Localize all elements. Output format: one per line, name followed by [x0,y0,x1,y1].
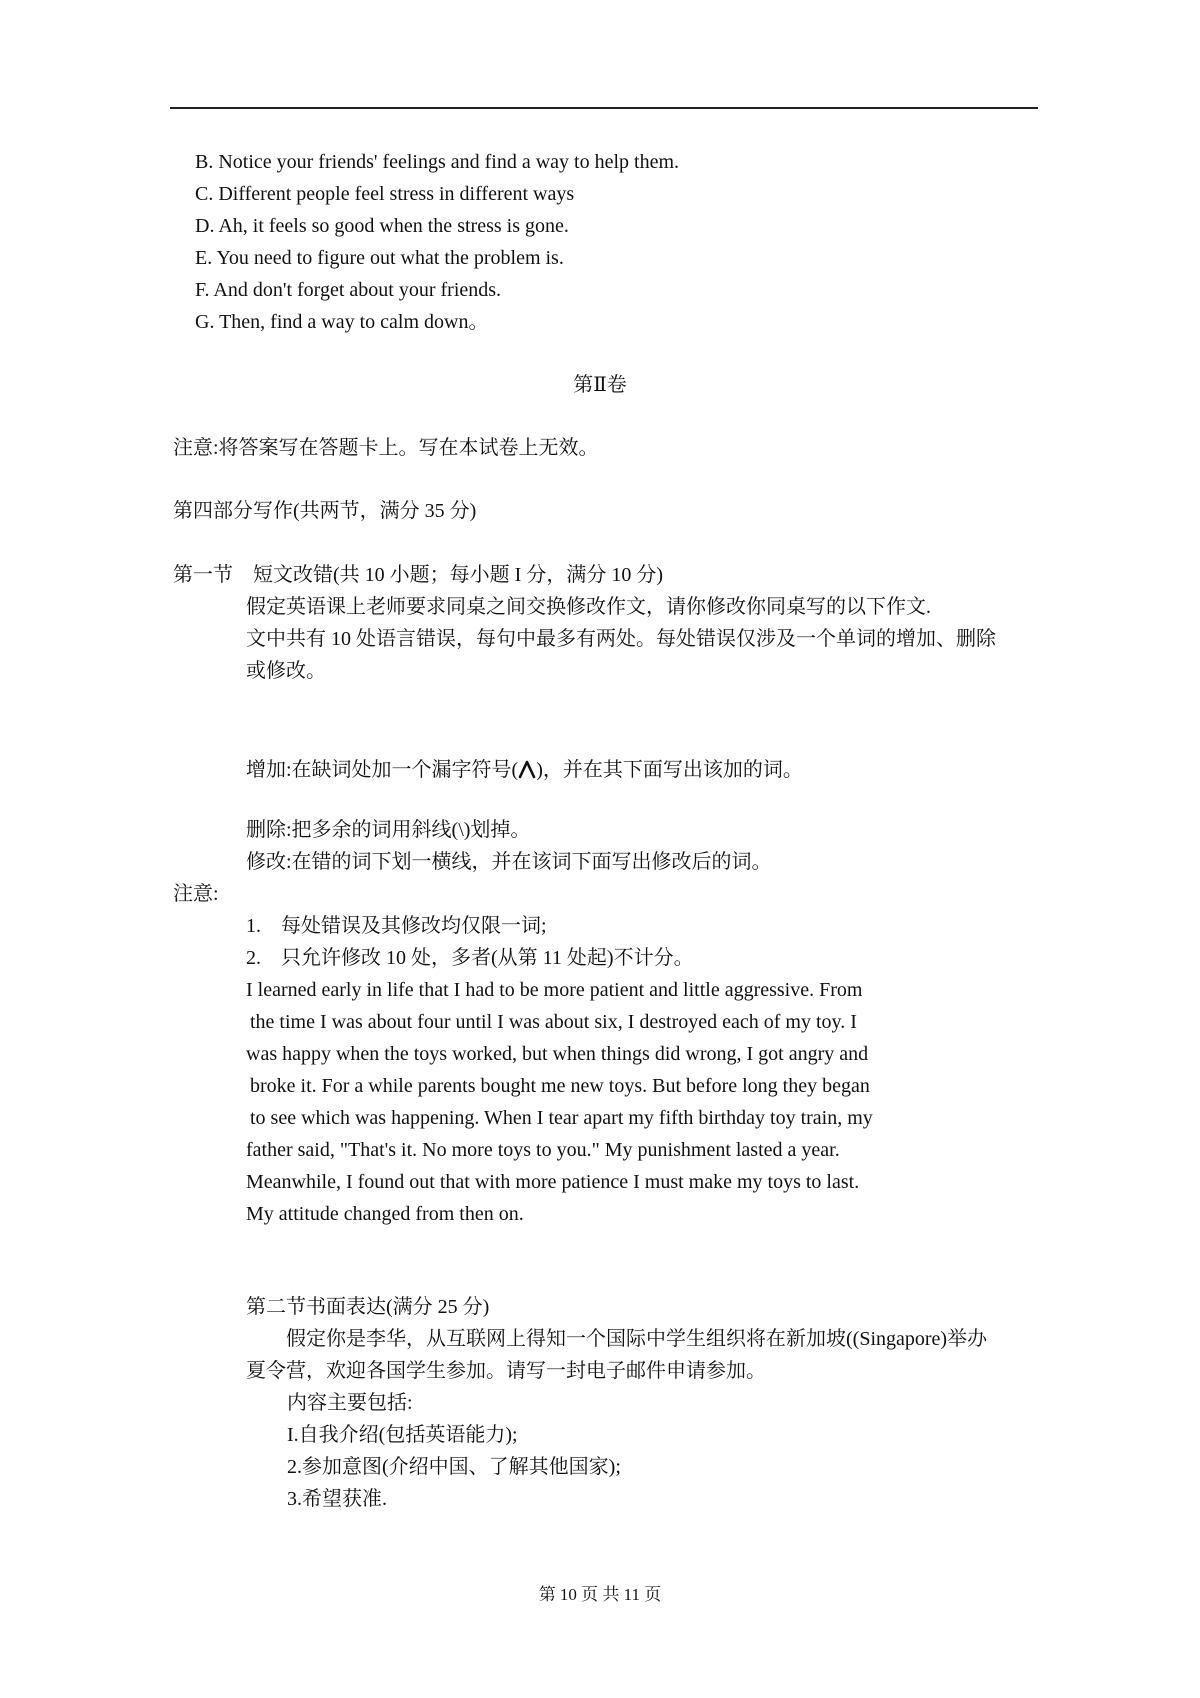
option-d: D. Ah, it feels so good when the stress is gone. [195,215,569,237]
section-two-prompt-1: 假定你是李华，从互联网上得知一个国际中学生组织将在新加坡((Singapore)举办 [246,1328,988,1350]
section-one-intro-3: 或修改。 [246,660,326,682]
answer-notice: 注意:将答案写在答题卡上。写在本试卷上无效。 [173,437,599,459]
header-rule [170,107,1038,109]
option-b: B. Notice your friends' feelings and find a way to help them. [195,151,680,173]
passage-line-8: My attitude changed from then on. [246,1203,524,1225]
content-point-3: 3.希望获准. [287,1488,387,1510]
content-point-2: 2.参加意图(介绍中国、了解其他国家); [287,1456,621,1478]
note-1: 1. 每处错误及其修改均仅限一词; [246,915,547,937]
content-point-1: I.自我介绍(包括英语能力); [287,1424,518,1446]
notes-label: 注意: [173,883,219,905]
passage-line-4: broke it. For a while parents bought me new toys. But before long they began [250,1075,870,1097]
option-e: E. You need to figure out what the problem is. [195,247,564,269]
option-g: G. Then, find a way to calm down。 [195,311,489,333]
page-footer: 第 10 页 共 11 页 [538,1585,662,1604]
passage-line-3: was happy when the toys worked, but when things did wrong, I got angry and [246,1043,869,1065]
section-one-intro-1: 假定英语课上老师要求同桌之间交换修改作文，请你修改你同桌写的以下作文. [246,596,931,618]
delete-rule: 删除:把多余的词用斜线(\)划掉。 [246,819,531,841]
option-f: F. And don't forget about your friends. [195,279,502,301]
passage-line-2: the time I was about four until I was about six, I destroyed each of my toy. I [250,1011,857,1033]
modify-rule: 修改:在错的词下划一横线，并在该词下面写出修改后的词。 [246,851,772,873]
content-label: 内容主要包括: [287,1392,413,1414]
part-four-title: 第四部分写作(共两节，满分 35 分) [173,500,477,522]
section-two-title: 第二节书面表达(满分 25 分) [246,1296,490,1318]
passage-line-6: father said, "That's it. No more toys to you." My punishment lasted a year. [246,1139,840,1161]
add-rule [246,757,803,783]
passage-line-1: I learned early in life that I had to be more patient and little aggressive. From [246,979,863,1001]
add-rule-before: 增加:在缺词处加一个漏字符号( [246,759,519,781]
caret-insert-icon [518,759,536,779]
add-rule-after: )，并在其下面写出该加的词。 [536,759,803,781]
option-c: C. Different people feel stress in different ways [195,183,575,205]
passage-line-5: to see which was happening. When I tear apart my fifth birthday toy train, my [250,1107,873,1129]
section-one-intro-2: 文中共有 10 处语言错误，每句中最多有两处。每处错误仅涉及一个单词的增加、删除 [246,628,996,650]
section-two-prompt-2: 夏令营，欢迎各国学生参加。请写一封电子邮件申请参加。 [246,1360,766,1382]
passage-line-7: Meanwhile, I found out that with more patience I must make my toys to last. [246,1171,860,1193]
volume-title: 第Ⅱ卷 [573,374,627,396]
note-2: 2. 只允许修改 10 处，多者(从第 11 处起)不计分。 [246,947,694,969]
section-one-title: 第一节 短文改错(共 10 小题；每小题 I 分，满分 10 分) [173,564,663,586]
